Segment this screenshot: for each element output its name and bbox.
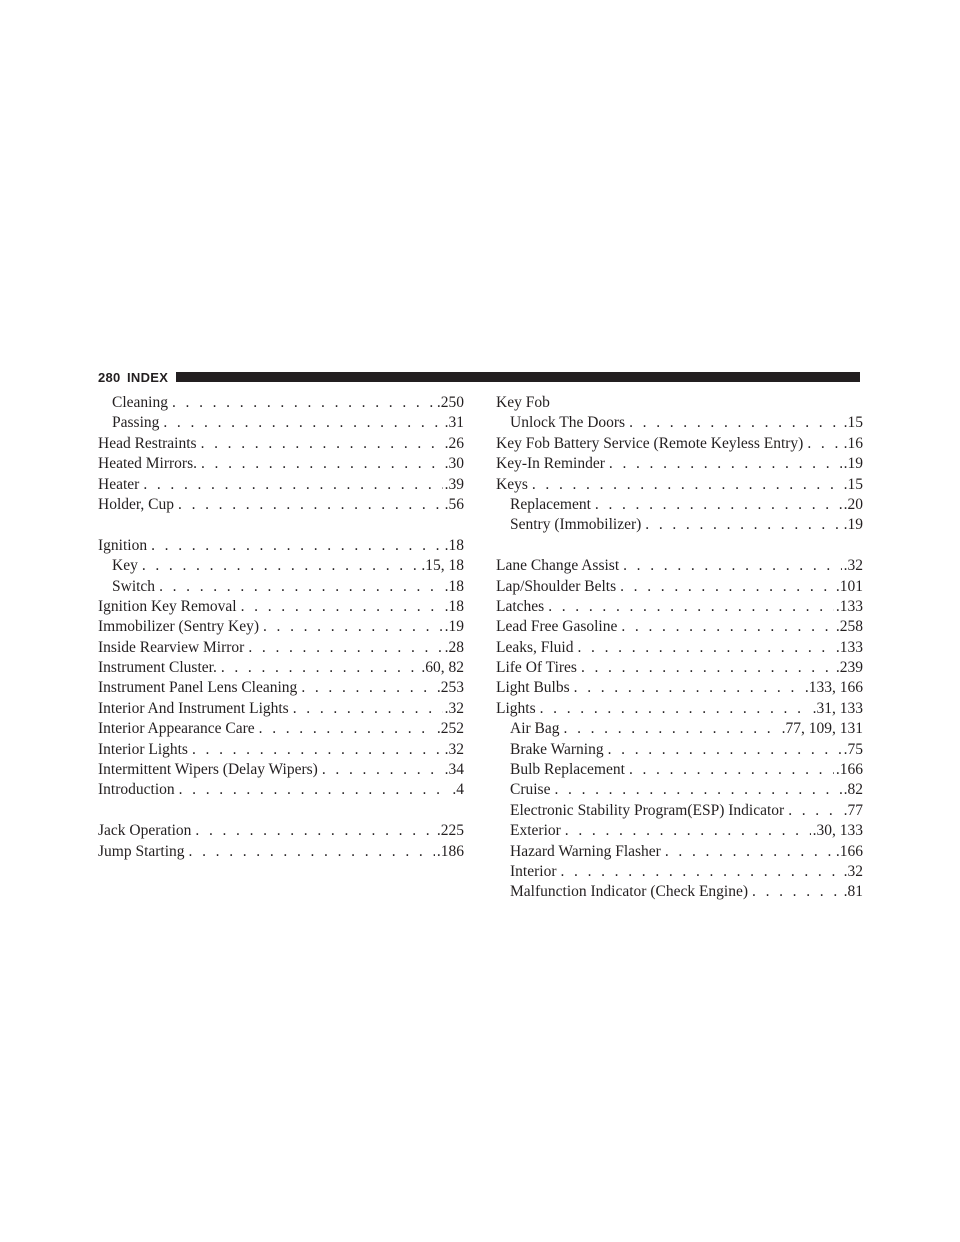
index-subentry	[98, 556, 464, 576]
index-term: Life Of Tires	[496, 659, 577, 677]
page-reference: .18	[444, 536, 464, 554]
index-term: Bulb Replacement	[510, 761, 625, 779]
index-term: Heater	[98, 475, 140, 493]
dot-leader	[807, 434, 841, 454]
dot-leader	[574, 678, 803, 698]
page-reference: .253	[436, 679, 464, 697]
dot-leader	[221, 658, 420, 678]
index-term: Sentry (Immobilizer)	[510, 516, 642, 534]
index-term: Instrument Panel Lens Cleaning	[98, 679, 298, 697]
index-entry	[98, 780, 464, 800]
page-reference: .31, 133	[812, 699, 863, 717]
page-reference: .133, 166	[804, 679, 863, 697]
index-term: Latches	[496, 597, 545, 615]
header-rule	[176, 372, 860, 382]
dot-leader	[201, 454, 443, 474]
page-reference: .133	[835, 638, 863, 656]
page-reference: .166	[835, 761, 863, 779]
index-entry	[98, 760, 464, 780]
index-subentry	[496, 842, 863, 862]
index-term: Lights	[496, 699, 536, 717]
dot-leader	[752, 882, 842, 902]
page-reference: .15	[843, 475, 863, 493]
index-subentry	[496, 882, 863, 902]
page-reference: .32	[843, 557, 863, 575]
index-entry	[496, 434, 863, 454]
index-entry	[98, 617, 464, 637]
index-entry	[98, 536, 464, 556]
page-reference: .239	[835, 659, 863, 677]
index-subentry	[496, 821, 863, 841]
dot-leader	[578, 638, 834, 658]
index-entry	[98, 597, 464, 617]
index-term: Replacement	[510, 495, 591, 513]
index-term: Jump Starting	[98, 842, 185, 860]
page-reference: .166	[835, 842, 863, 860]
index-subentry	[496, 760, 863, 780]
index-term: Lap/Shoulder Belts	[496, 577, 617, 595]
page-reference: .20	[843, 495, 863, 513]
index-subentry	[496, 801, 863, 821]
index-entry	[496, 556, 863, 576]
dot-leader	[609, 454, 842, 474]
page-reference: .4	[452, 781, 464, 799]
index-entry	[98, 740, 464, 760]
page-reference: .82	[843, 781, 863, 799]
index-entry	[496, 454, 863, 474]
page-reference: .19	[843, 516, 863, 534]
dot-leader	[201, 434, 443, 454]
index-entry	[98, 475, 464, 495]
index-term: Key Fob Battery Service (Remote Keyless Entry)	[496, 434, 804, 452]
index-subentry	[496, 413, 863, 433]
index-term: Lane Change Assist	[496, 557, 620, 575]
index-subentry	[496, 740, 863, 760]
index-term: Ignition	[98, 536, 148, 554]
index-entry	[496, 678, 863, 698]
dot-leader	[142, 556, 420, 576]
index-term: Cruise	[510, 781, 551, 799]
index-entry	[496, 577, 863, 597]
index-entry	[98, 699, 464, 719]
dot-leader	[564, 719, 780, 739]
index-subentry	[496, 719, 863, 739]
page-reference: .32	[843, 862, 863, 880]
index-entry	[496, 597, 863, 617]
dot-leader	[548, 597, 834, 617]
page-reference: .19	[843, 455, 863, 473]
dot-leader	[241, 597, 443, 617]
index-entry	[98, 495, 464, 515]
index-term: Hazard Warning Flasher	[510, 842, 661, 860]
dot-leader	[293, 699, 443, 719]
dot-leader	[540, 699, 811, 719]
dot-leader	[322, 760, 443, 780]
index-subentry	[496, 495, 863, 515]
dot-leader	[554, 780, 841, 800]
index-term: Head Restraints	[98, 434, 197, 452]
page-reference: .15	[843, 414, 863, 432]
index-term: Leaks, Fluid	[496, 638, 574, 656]
index-term: Exterior	[510, 822, 561, 840]
page-reference: .77	[843, 801, 863, 819]
index-column-right	[496, 393, 863, 903]
dot-leader	[143, 475, 442, 495]
index-term: Key	[112, 557, 138, 575]
index-term: Key Fob	[496, 394, 550, 411]
page-reference: .19	[444, 618, 464, 636]
page-reference: .225	[436, 822, 464, 840]
dot-leader	[623, 556, 842, 576]
index-term: Unlock The Doors	[510, 414, 626, 432]
index-term: Passing	[112, 414, 160, 432]
index-entry	[98, 454, 464, 474]
page-reference: .15, 18	[421, 557, 464, 575]
index-term: Instrument Cluster.	[98, 659, 217, 677]
dot-leader	[263, 617, 443, 637]
index-term: Holder, Cup	[98, 495, 175, 513]
page-reference: .30, 133	[812, 822, 863, 840]
dot-leader	[608, 740, 842, 760]
index-entry	[496, 393, 863, 413]
page-reference: .252	[436, 720, 464, 738]
dot-leader	[301, 678, 435, 698]
index-term: Ignition Key Removal	[98, 597, 237, 615]
index-entry	[98, 678, 464, 698]
page-reference: .30	[444, 455, 464, 473]
page-reference: .26	[444, 434, 464, 452]
dot-leader	[151, 536, 443, 556]
index-entry	[98, 638, 464, 658]
dot-leader	[163, 413, 442, 433]
index-entry	[496, 699, 863, 719]
page-reference: .60, 82	[421, 659, 464, 677]
page-reference: .186	[436, 842, 464, 860]
index-term: Interior Lights	[98, 740, 188, 758]
page-reference: .31	[444, 414, 464, 432]
index-subentry	[496, 862, 863, 882]
page-reference: .34	[444, 761, 464, 779]
index-term: Lead Free Gasoline	[496, 618, 618, 636]
index-entry	[496, 638, 863, 658]
index-term: Key-In Reminder	[496, 455, 605, 473]
section-gap	[98, 515, 464, 535]
page-number: 280	[98, 370, 121, 385]
dot-leader	[159, 577, 443, 597]
dot-leader	[189, 842, 435, 862]
page-reference: .32	[444, 740, 464, 758]
dot-leader	[620, 577, 834, 597]
index-subentry	[98, 393, 464, 413]
index-term: Immobilizer (Sentry Key)	[98, 618, 259, 636]
index-term: Cleaning	[112, 394, 168, 411]
index-entry	[98, 719, 464, 739]
index-term: Light Bulbs	[496, 679, 570, 697]
section-title: INDEX	[127, 370, 169, 385]
page-header	[98, 368, 860, 388]
dot-leader	[259, 719, 435, 739]
index-term: Brake Warning	[510, 740, 604, 758]
dot-leader	[621, 617, 834, 637]
dot-leader	[195, 821, 434, 841]
index-entry	[496, 475, 863, 495]
page-reference: .16	[843, 434, 863, 452]
dot-leader	[788, 801, 841, 821]
dot-leader	[178, 495, 443, 515]
page-reference: .258	[835, 618, 863, 636]
section-gap	[496, 536, 863, 556]
index-term: Air Bag	[510, 720, 560, 738]
dot-leader	[192, 740, 443, 760]
page-reference: .75	[843, 740, 863, 758]
index-subentry	[496, 515, 863, 535]
index-entry	[98, 842, 464, 862]
dot-leader	[581, 658, 834, 678]
page-reference: .28	[444, 638, 464, 656]
page-reference: .133	[835, 597, 863, 615]
index-term: Intermittent Wipers (Delay Wipers)	[98, 761, 318, 779]
page-reference: .32	[444, 699, 464, 717]
dot-leader	[629, 760, 834, 780]
page-reference: .101	[835, 577, 863, 595]
index-term: Keys	[496, 475, 528, 493]
index-column-left	[98, 393, 464, 862]
index-subentry	[496, 780, 863, 800]
index-entry	[98, 658, 464, 678]
dot-leader	[248, 638, 442, 658]
dot-leader	[565, 821, 811, 841]
page-reference: .250	[436, 394, 464, 411]
page-reference: .81	[843, 883, 863, 901]
index-term: Malfunction Indicator (Check Engine)	[510, 883, 749, 901]
index-term: Interior And Instrument Lights	[98, 699, 289, 717]
index-entry	[98, 434, 464, 454]
dot-leader	[645, 515, 841, 535]
index-term: Inside Rearview Mirror	[98, 638, 245, 656]
dot-leader	[179, 780, 451, 800]
index-entry	[496, 658, 863, 678]
index-term: Introduction	[98, 781, 175, 799]
dot-leader	[595, 495, 842, 515]
index-subentry	[98, 413, 464, 433]
index-term: Electronic Stability Program(ESP) Indicator	[510, 801, 785, 819]
index-subentry	[98, 577, 464, 597]
dot-leader	[532, 475, 842, 495]
section-gap	[98, 801, 464, 821]
index-term: Jack Operation	[98, 822, 192, 840]
page-reference: .18	[444, 597, 464, 615]
page-reference: .39	[444, 475, 464, 493]
index-term: Switch	[112, 577, 156, 595]
index-term: Interior Appearance Care	[98, 720, 255, 738]
dot-leader	[560, 862, 841, 882]
dot-leader	[172, 393, 435, 413]
page-reference: .77, 109, 131	[781, 720, 863, 738]
page-reference: .18	[444, 577, 464, 595]
dot-leader	[665, 842, 834, 862]
index-entry	[496, 617, 863, 637]
index-term: Interior	[510, 862, 557, 880]
index-entry	[98, 821, 464, 841]
dot-leader	[629, 413, 842, 433]
page-reference: .56	[444, 495, 464, 513]
index-term: Heated Mirrors.	[98, 455, 197, 473]
